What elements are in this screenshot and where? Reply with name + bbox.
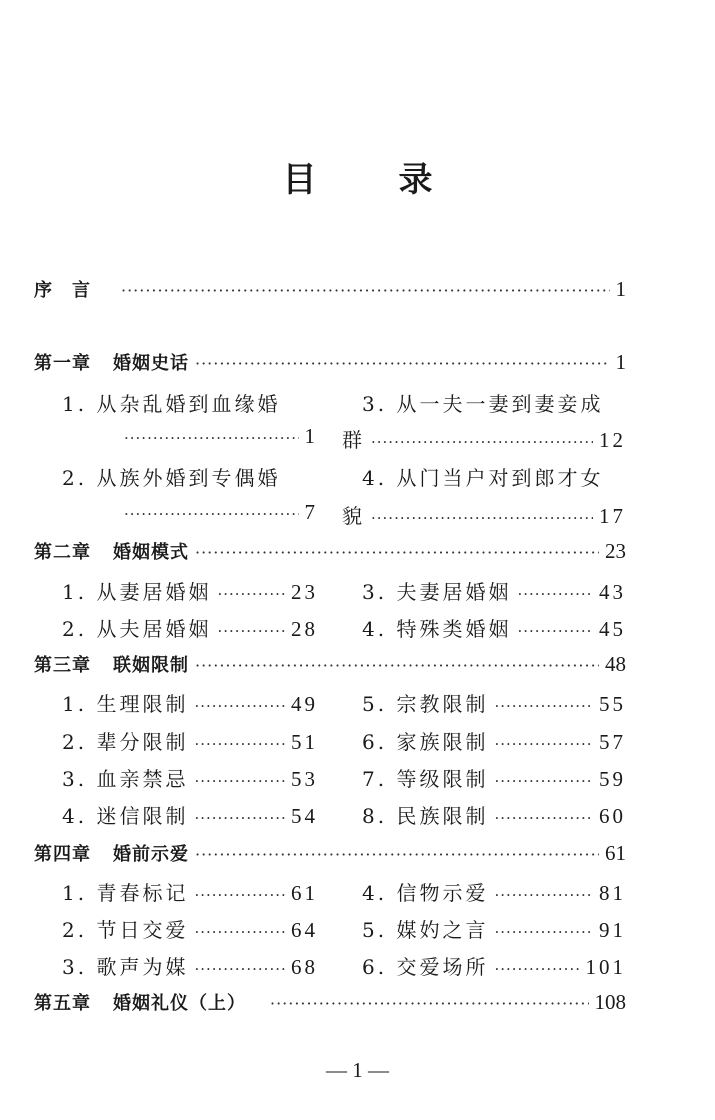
leader-dots: [371, 509, 593, 527]
leader-dots: [195, 845, 599, 864]
toc-entry-chapter-2[interactable]: [34, 538, 626, 564]
chapter-number: 第五章: [34, 993, 91, 1014]
toc-subentry-continuation: [342, 424, 626, 453]
toc-entry-chapter-3[interactable]: [34, 651, 626, 677]
subentry-title: 4. 从门当户对到郎才女: [362, 466, 604, 490]
toc-subentry[interactable]: [362, 388, 603, 417]
leader-dots: [494, 809, 593, 827]
toc-subentry[interactable]: [62, 688, 318, 717]
subentry-title: 8. 民族限制: [362, 804, 489, 828]
chapter-number: 第一章: [34, 353, 91, 374]
leader-dots: [194, 960, 285, 978]
toc-subentry[interactable]: [362, 877, 626, 906]
subentry-title: 3. 从一夫一妻到妻妾成: [362, 392, 604, 416]
leader-dots: [124, 429, 299, 447]
subentry-title: 3. 歌声为媒: [62, 955, 189, 979]
subentry-page: 59: [599, 767, 626, 791]
subentry-page: 61: [291, 881, 318, 905]
subentry-page: 28: [291, 617, 318, 641]
chapter-title: 婚姻史话: [113, 353, 189, 374]
page-number-footer: — 1 —: [326, 1058, 389, 1082]
leader-dots: [517, 622, 593, 640]
subentry-page: 64: [291, 918, 318, 942]
leader-dots: [194, 923, 285, 941]
chapter-number: 第三章: [34, 655, 91, 676]
leader-dots: [194, 886, 285, 904]
toc-subentry[interactable]: [362, 462, 603, 491]
subentry-title: 2. 从夫居婚姻: [62, 617, 212, 641]
chapter-title: 婚前示爱: [113, 844, 189, 865]
subentry-title: 4. 迷信限制: [62, 804, 189, 828]
chapter-number: 第二章: [34, 542, 91, 563]
chapter-page: 61: [605, 841, 626, 865]
subentry-title: 7. 等级限制: [362, 767, 489, 791]
subentry-page: 49: [291, 692, 318, 716]
toc-subentry[interactable]: [62, 951, 318, 980]
subentry-title: 6. 家族限制: [362, 730, 489, 754]
toc-subentry[interactable]: [362, 951, 626, 980]
subentry-page: 68: [291, 955, 318, 979]
subentry-title: 1. 从杂乱婚到血缘婚: [62, 392, 281, 416]
subentry-title-cont: 貌: [342, 504, 365, 528]
subentry-page: 12: [599, 428, 626, 452]
subentry-page: 81: [599, 881, 626, 905]
chapter-title: 婚姻模式: [113, 542, 189, 563]
toc-subentry[interactable]: [362, 576, 626, 605]
subentry-page: 51: [291, 730, 318, 754]
subentry-page: 7: [304, 500, 318, 524]
subentry-title: 3. 血亲禁忌: [62, 767, 189, 791]
subentry-page: 91: [599, 918, 626, 942]
subentry-title: 2. 节日交爱: [62, 918, 189, 942]
toc-subentry[interactable]: [62, 726, 318, 755]
toc-subentry[interactable]: [62, 763, 318, 792]
toc-subentry[interactable]: [362, 914, 626, 943]
leader-dots: [195, 543, 599, 562]
subentry-page: 101: [585, 955, 626, 979]
toc-subentry[interactable]: [362, 688, 626, 717]
subentry-title: 4. 信物示爱: [362, 881, 489, 905]
toc-entry-chapter-5[interactable]: [34, 989, 626, 1015]
chapter-title: 婚姻礼仪（上）: [113, 993, 246, 1014]
subentry-page: 57: [599, 730, 626, 754]
leader-dots: [494, 960, 579, 978]
leader-dots: [217, 585, 285, 603]
leader-dots: [217, 622, 285, 640]
preface-page: 1: [615, 277, 626, 301]
leader-dots: [194, 772, 285, 790]
chapter-page: 48: [605, 652, 626, 676]
subentry-page: 60: [599, 804, 626, 828]
leader-dots: [270, 994, 589, 1013]
chapter-page: 1: [615, 350, 626, 374]
toc-entry-preface[interactable]: [34, 276, 626, 302]
leader-dots: [494, 886, 593, 904]
leader-dots: [195, 354, 610, 373]
chapter-page: 23: [605, 539, 626, 563]
subentry-page: 55: [599, 692, 626, 716]
chapter-number: 第四章: [34, 844, 91, 865]
toc-entry-chapter-1[interactable]: [34, 349, 626, 375]
leader-dots: [371, 433, 593, 451]
subentry-page: 23: [291, 580, 318, 604]
leader-dots: [194, 697, 285, 715]
toc-subentry-continuation: [124, 424, 318, 449]
toc-subentry[interactable]: [362, 763, 626, 792]
leader-dots: [124, 505, 299, 523]
toc-subentry[interactable]: [62, 388, 280, 417]
subentry-title: 1. 从妻居婚姻: [62, 580, 212, 604]
toc-entry-chapter-4[interactable]: [34, 840, 626, 866]
leader-dots: [494, 772, 593, 790]
toc-subentry[interactable]: [62, 576, 318, 605]
subentry-title: 1. 青春标记: [62, 881, 189, 905]
subentry-title: 1. 生理限制: [62, 692, 189, 716]
title-char-1: 目: [282, 160, 317, 200]
subentry-page: 54: [291, 804, 318, 828]
title-char-2: 录: [398, 160, 433, 200]
toc-subentry[interactable]: [362, 800, 626, 829]
chapter-page: 108: [594, 990, 626, 1014]
leader-dots: [494, 697, 593, 715]
subentry-title: 6. 交爱场所: [362, 955, 489, 979]
toc-subentry[interactable]: [62, 877, 318, 906]
toc-subentry-continuation: [124, 500, 318, 525]
page-title: [0, 152, 715, 201]
subentry-page: 53: [291, 767, 318, 791]
subentry-page: 17: [599, 504, 626, 528]
toc-subentry[interactable]: [62, 914, 318, 943]
subentry-title: 5. 宗教限制: [362, 692, 489, 716]
leader-dots: [494, 735, 593, 753]
subentry-page: 43: [599, 580, 626, 604]
subentry-page: 1: [304, 424, 318, 448]
toc-subentry[interactable]: [62, 800, 318, 829]
subentry-title: 3. 夫妻居婚姻: [362, 580, 512, 604]
toc-subentry[interactable]: [62, 462, 280, 491]
preface-label: 序 言: [34, 280, 91, 301]
leader-dots: [194, 735, 285, 753]
toc-subentry[interactable]: [62, 613, 318, 642]
leader-dots: [517, 585, 593, 603]
subentry-title: 4. 特殊类婚姻: [362, 617, 512, 641]
subentry-title: 5. 媒妁之言: [362, 918, 489, 942]
leader-dots: [494, 923, 593, 941]
leader-dots: [194, 809, 285, 827]
chapter-title: 联姻限制: [113, 655, 189, 676]
toc-subentry[interactable]: [362, 726, 626, 755]
leader-dots: [121, 281, 610, 300]
subentry-title-cont: 群: [342, 428, 365, 452]
subentry-title: 2. 从族外婚到专偶婚: [62, 466, 281, 490]
leader-dots: [195, 656, 599, 675]
toc-subentry[interactable]: [362, 613, 626, 642]
toc-subentry-continuation: [342, 500, 626, 529]
subentry-page: 45: [599, 617, 626, 641]
subentry-title: 2. 辈分限制: [62, 730, 189, 754]
